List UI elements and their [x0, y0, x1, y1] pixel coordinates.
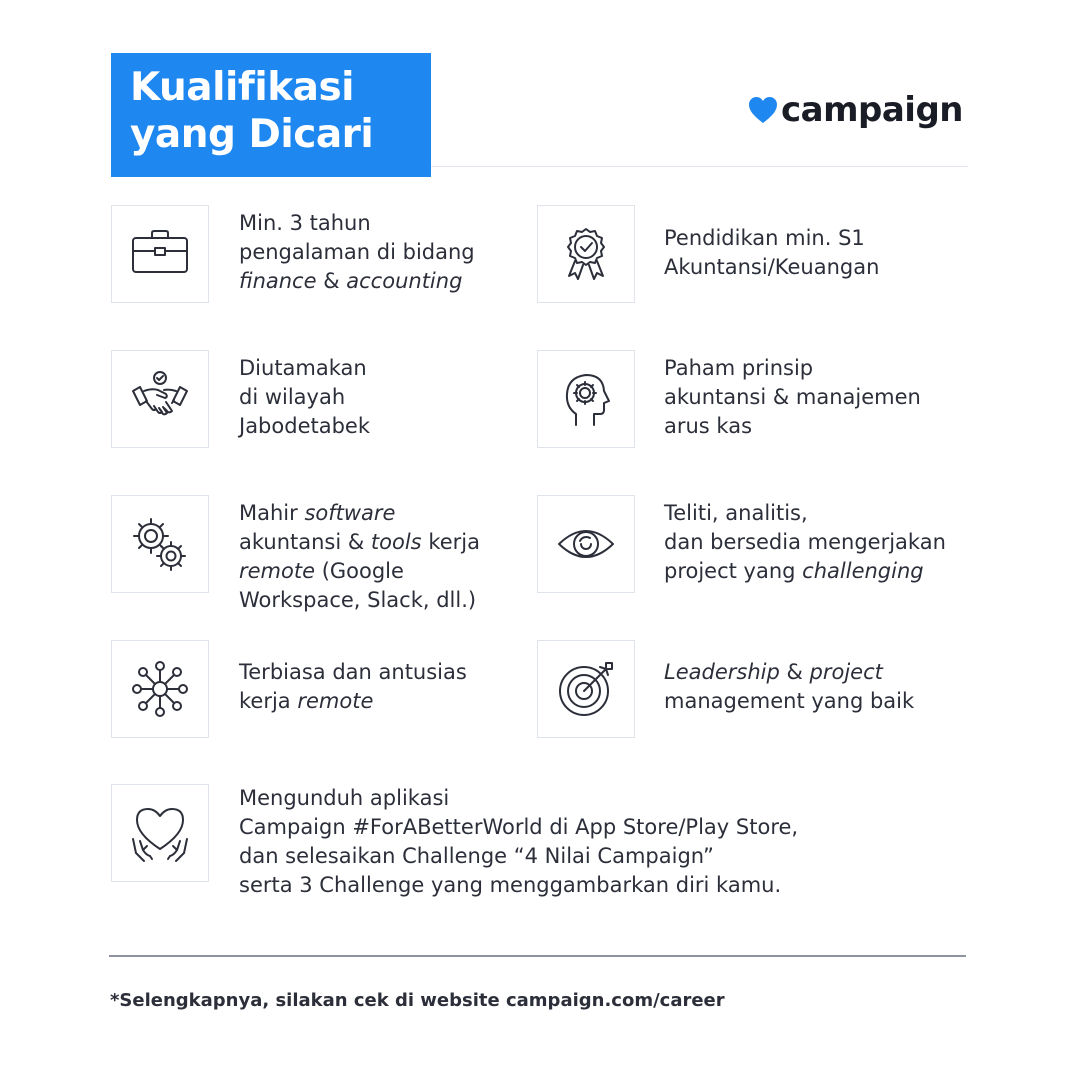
item-text-line: Pendidikan min. S1 — [664, 226, 865, 250]
item-text-line: pengalaman di bidang — [239, 240, 475, 264]
brand-name: campaign — [781, 90, 964, 130]
item-text-line: di wilayah — [239, 385, 346, 409]
item-text-line: Jabodetabek — [239, 414, 371, 438]
item-text-line: dan selesaikan Challenge “4 Nilai Campaign” — [239, 844, 714, 868]
item-text-line: dan bersedia mengerjakan — [664, 530, 946, 554]
header-divider — [431, 166, 968, 167]
item-text-line: Workspace, Slack, dll.) — [239, 588, 477, 612]
briefcase-icon — [111, 205, 209, 303]
item-text — [664, 224, 879, 282]
item-text-line: Teliti, analitis, — [664, 501, 808, 525]
footer-divider — [109, 955, 966, 957]
item-text — [239, 354, 370, 441]
item-text — [239, 784, 798, 900]
item-text-line: remote (Google — [239, 559, 404, 583]
item-text-line: serta 3 Challenge yang menggambarkan diri kamu. — [239, 873, 782, 897]
target-icon — [537, 640, 635, 738]
heart-hands-icon — [111, 784, 209, 882]
item-text-line: kerja remote — [239, 689, 374, 713]
gears-icon — [111, 495, 209, 593]
item-text-line: Leadership & project — [664, 660, 883, 684]
item-text-line: arus kas — [664, 414, 753, 438]
item-text — [239, 499, 480, 615]
item-text-line: management yang baik — [664, 689, 915, 713]
handshake-icon — [111, 350, 209, 448]
footnote: *Selengkapnya, silakan cek di website campaign.com/career — [110, 990, 725, 1011]
item-text — [664, 354, 921, 441]
page-title — [111, 53, 431, 177]
title-line-2: yang Dicari — [130, 112, 374, 157]
item-text-line: Terbiasa dan antusias — [239, 660, 467, 684]
item-text-line: Paham prinsip — [664, 356, 814, 380]
item-text-line: Mahir software — [239, 501, 396, 525]
eye-icon — [537, 495, 635, 593]
award-badge-icon — [537, 205, 635, 303]
item-text-line: Min. 3 tahun — [239, 211, 371, 235]
item-text — [664, 658, 914, 716]
item-text — [664, 499, 946, 586]
item-text-line: Mengunduh aplikasi — [239, 786, 450, 810]
item-text-line: finance & accounting — [239, 269, 463, 293]
item-text-line: Akuntansi/Keuangan — [664, 255, 880, 279]
head-gear-icon — [537, 350, 635, 448]
brand-logo — [748, 88, 963, 132]
item-text-line: Diutamakan — [239, 356, 367, 380]
item-text — [239, 209, 475, 296]
heart-logo-icon — [748, 96, 778, 124]
item-text-line: akuntansi & manajemen — [664, 385, 921, 409]
item-text-line: project yang challenging — [664, 559, 924, 583]
title-line-1: Kualifikasi — [130, 65, 355, 110]
item-text-line: akuntansi & tools kerja — [239, 530, 480, 554]
item-text — [239, 658, 467, 716]
network-icon — [111, 640, 209, 738]
item-text-line: Campaign #ForABetterWorld di App Store/Play Store, — [239, 815, 799, 839]
